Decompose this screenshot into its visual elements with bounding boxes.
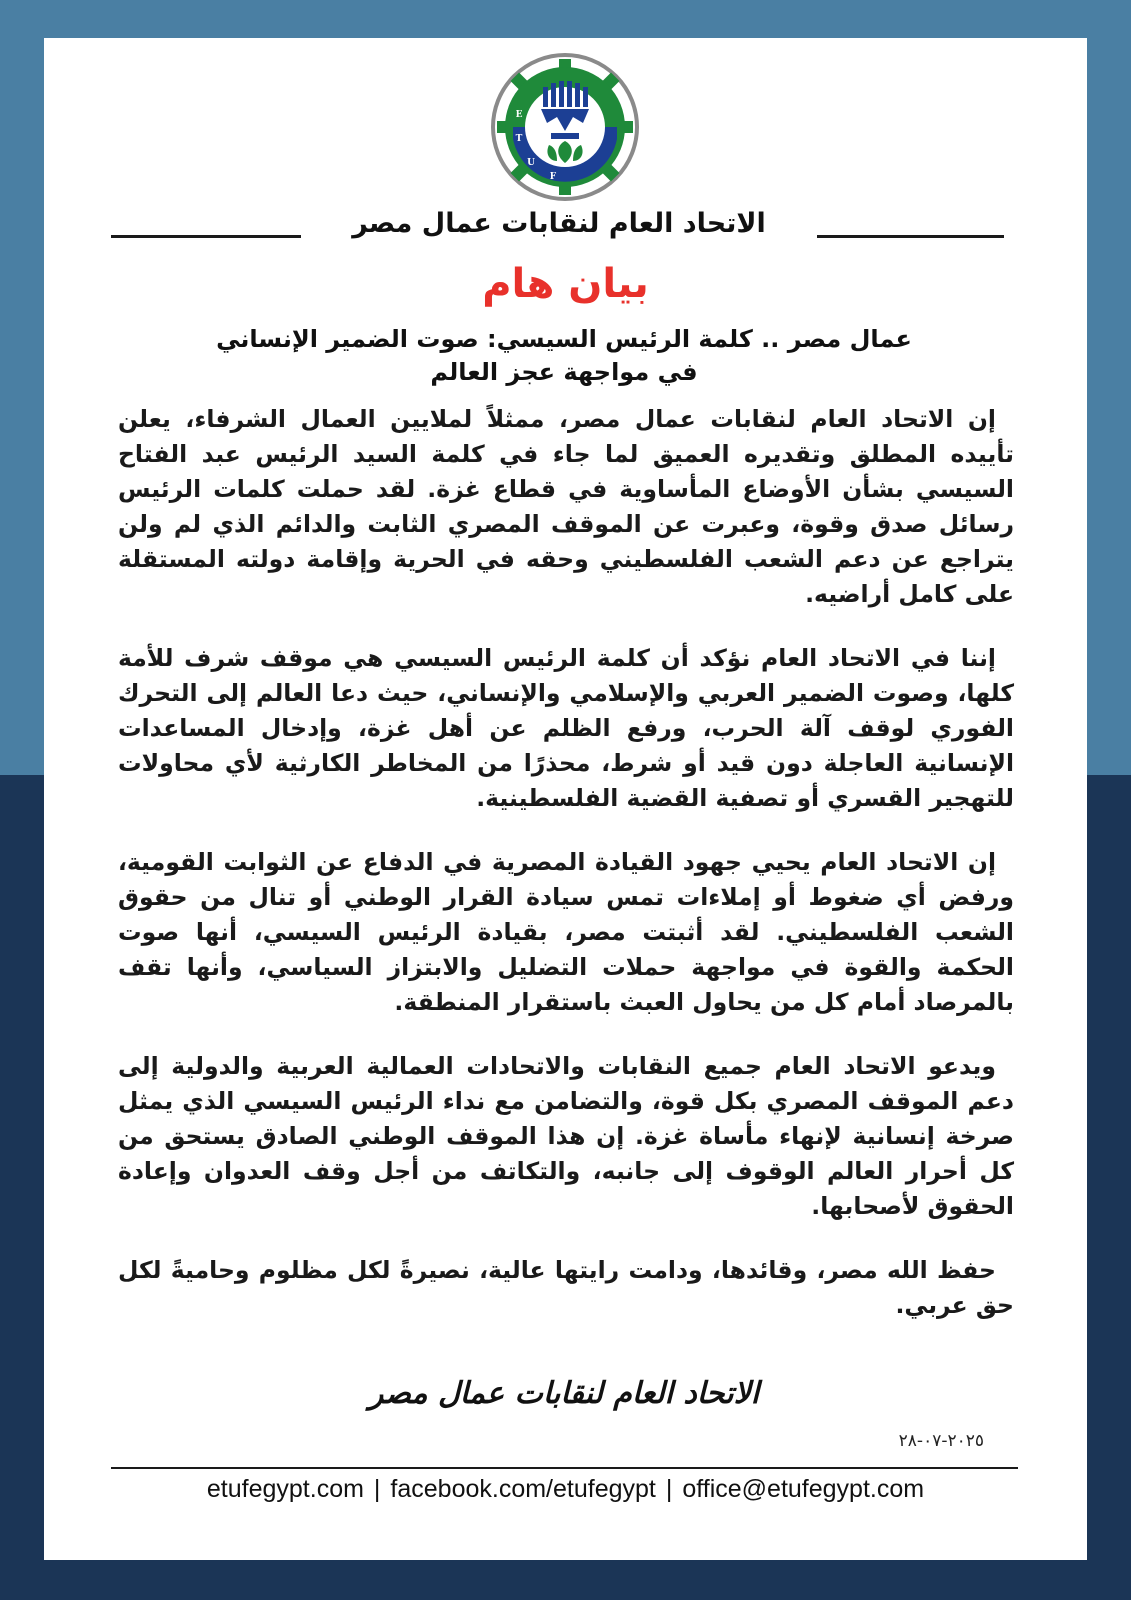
svg-text:T: T (515, 134, 523, 144)
body-paragraph-3: إن الاتحاد العام يحيي جهود القيادة المصرية في الدفاع عن الثوابت القومية، ورفض أي ضغوط أو إملاءات تمس سيادة القرار الوطني أو تنال من حقوق الشعب الفلسطيني. لقد أثبتت مصر، بقيادة الرئيس السيسي، أنها صوت الحكمة والقوة في مواجهة حملات التضليل والابتزاز السياسي، وأنها تقف بالمرصاد أمام كل من يحاول العبث باستقرار المنطقة. (118, 848, 1014, 1016)
footer-rule (111, 1467, 1018, 1469)
facebook-link[interactable]: facebook.com/etufegypt (390, 1475, 656, 1503)
etuf-emblem-icon (491, 53, 639, 201)
footer-separator: | (665, 1475, 673, 1503)
statement-body (118, 402, 1014, 1352)
website-link[interactable]: etufegypt.com (206, 1475, 364, 1503)
headline-line-1: عمال مصر .. كلمة الرئيس السيسي: صوت الضمير الإنساني (216, 325, 912, 353)
signature: الاتحاد العام لنقابات عمال مصر (368, 1376, 760, 1411)
footer-contacts (44, 1475, 1087, 1504)
body-paragraph-5: حفظ الله مصر، وقائدها، ودامت رايتها عالية، نصيرةً لكل مظلوم وحاميةً لكل حق عربي. (118, 1256, 1014, 1319)
org-header (44, 208, 1087, 252)
body-paragraph-2: إننا في الاتحاد العام نؤكد أن كلمة الرئيس السيسي هي موقف شرف للأمة كلها، وصوت الضمير العربي والإسلامي والإنساني، حيث دعا العالم إلى التحرك الفوري لوقف آلة الحرب، ورفع الظلم عن أهل غزة، وإدخال المساعدات الإنسانية العاجلة دون قيد أو شرط، محذرًا من المخاطر الكارثية لأي محاولات للتهجير القسري أو تصفية القضية الفلسطينية. (118, 644, 1014, 812)
email-link[interactable]: office@etufegypt.com (682, 1475, 925, 1503)
body-paragraph-1: إن الاتحاد العام لنقابات عمال مصر، ممثلاً لملايين العمال الشرفاء، يعلن تأييده المطلق وتقديره العميق لما جاء في كلمة السيد الرئيس عبد الفتاح السيسي بشأن الأوضاع المأساوية في قطاع غزة. لقد حملت كلمات الرئيس رسائل صدق وقوة، وعبرت عن الموقف المصري الثابت والدائم الذي لم ولن يتراجع عن دعم الشعب الفلسطيني وحقه في الحرية وإقامة دولته المستقلة على كامل أراضيه. (118, 405, 1014, 608)
headline (144, 323, 984, 389)
header-rule-right (817, 235, 1004, 238)
header-rule-left (111, 235, 301, 238)
svg-text:F: F (549, 172, 557, 182)
body-paragraph-4: ويدعو الاتحاد العام جميع النقابات والاتحادات العمالية العربية والدولية إلى دعم الموقف المصري بكل قوة، والتضامن مع نداء الرئيس السيسي الذي يمثل صرخة إنسانية لإنهاء مأساة غزة. إن هذا الموقف الوطني الصادق يستحق من كل أحرار العالم الوقوف إلى جانبه، والتكاتف من أجل وقف العدوان وإعادة الحقوق لأصحابها. (118, 1052, 1014, 1220)
statement-date: ٢٠٢٥-٠٧-٢٨ (898, 1431, 984, 1451)
statement-title: بيان هام (482, 261, 649, 307)
org-name: الاتحاد العام لنقابات عمال مصر (352, 208, 766, 239)
statement-page (44, 38, 1087, 1560)
footer-separator: | (373, 1475, 381, 1503)
svg-text:E: E (515, 110, 523, 120)
svg-text:U: U (527, 158, 535, 168)
headline-line-2: في مواجهة عجز العالم (430, 358, 698, 386)
